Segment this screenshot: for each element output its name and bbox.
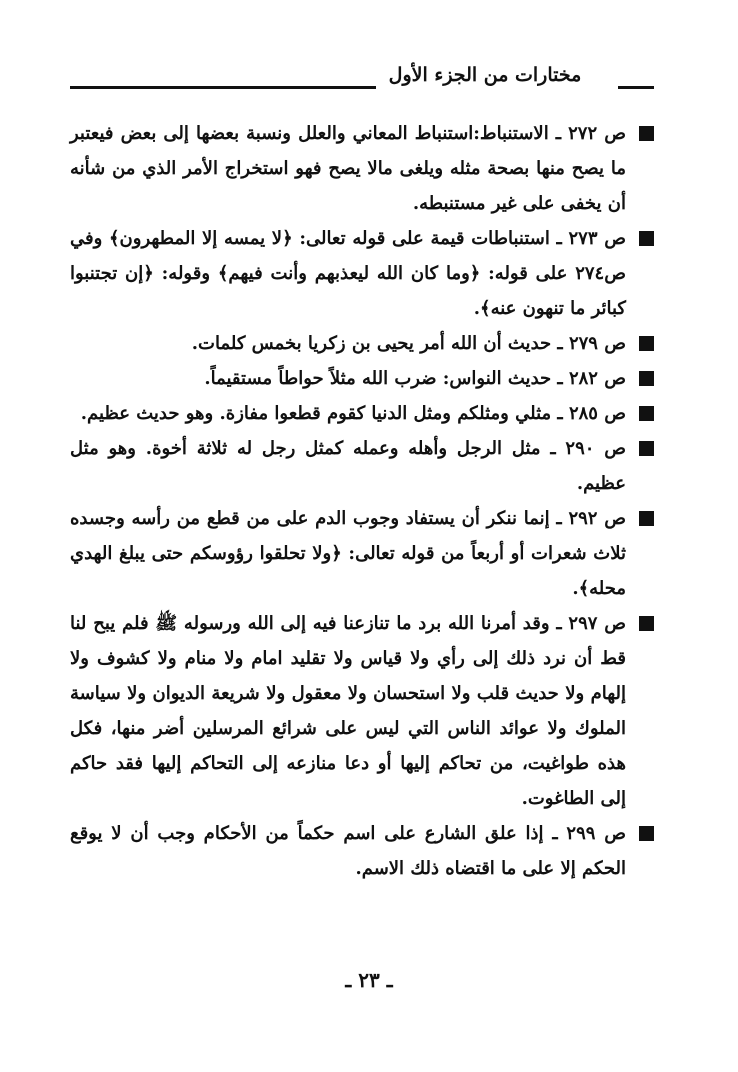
entry-p299: [70, 816, 654, 886]
page-header: [70, 56, 654, 96]
page-body: [70, 116, 654, 886]
square-bullet-icon: [639, 511, 654, 526]
entry-text: ص ٢٧٣ ـ استنباطات قيمة على قوله تعالى: ﴿لا يمسه إلا المطهرون﴾ وفي ص٢٧٤ على قوله: ﴿وما كان الله ليعذبهم وأنت فيهم﴾ وقوله: ﴿إن تجتنبوا كبائر ما تنهون عنه﴾.: [70, 228, 626, 319]
entry-text: ص ٢٩٢ ـ إنما ننكر أن يستفاد وجوب الدم على من قطع من رأسه وجسده ثلاث شعرات أو أربعاً من قوله تعالى: ﴿ولا تحلقوا رؤوسكم حتى يبلغ الهدي محله﴾.: [70, 508, 626, 599]
entry-text: ص ٢٨٥ ـ مثلي ومثلكم ومثل الدنيا كقوم قطعوا مفازة. وهو حديث عظيم.: [80, 403, 626, 424]
square-bullet-icon: [639, 406, 654, 421]
square-bullet-icon: [639, 441, 654, 456]
square-bullet-icon: [639, 231, 654, 246]
entry-text: ص ٢٨٢ ـ حديث النواس: ضرب الله مثلاً حواطاً مستقيماً.: [204, 368, 626, 389]
square-bullet-icon: [639, 826, 654, 841]
entry-text: ص ٢٩٩ ـ إذا علق الشارع على اسم حكماً من الأحكام وجب أن لا يوقع الحكم إلا على ما اقتضاه ذلك الاسم.: [70, 823, 627, 879]
entry-text: ص ٢٧٢ ـ الاستنباط:استنباط المعاني والعلل ونسبة بعضها إلى بعض فيعتبر ما يصح منها بصحة مثله ويلغى مالا يصح فهو استخراج الأمر الذي من شأنه أن يخفى على غير مستنبطه.: [70, 123, 626, 214]
entry-p290: [70, 431, 654, 501]
square-bullet-icon: [639, 616, 654, 631]
entry-text: ص ٢٩٧ ـ وقد أمرنا الله برد ما تنازعنا فيه إلى الله ورسوله ﷺ فلم يبح لنا قط أن نرد ذلك إلى رأي ولا قياس ولا تقليد امام ولا منام ولا كشوف ولا إلهام ولا حديث قلب ولا استحسان ولا معقول ولا شريعة الديوان ولا سياسة الملوك ولا عوائد الناس التي ليس على شرائع المرسلين أضر منها، فكل هذه طواغيت، من تحاكم إليها أو دعا منازعه إلى التحاكم إليها فقد حاكم إلى الطاغوت.: [70, 613, 626, 809]
square-bullet-icon: [639, 371, 654, 386]
entry-text: ص ٢٩٠ ـ مثل الرجل وأهله وعمله كمثل رجل له ثلاثة أخوة. وهو مثل عظيم.: [70, 438, 626, 494]
entry-p297: [70, 606, 654, 816]
entry-p272: [70, 116, 654, 221]
header-rule-left: [70, 86, 376, 89]
entry-p273: [70, 221, 654, 326]
running-title: مختارات من الجزء الأول: [388, 64, 582, 86]
entry-p285: [70, 396, 654, 431]
square-bullet-icon: [639, 336, 654, 351]
entry-text: ص ٢٧٩ ـ حديث أن الله أمر يحيى بن زكريا بخمس كلمات.: [191, 333, 626, 354]
entry-p292: [70, 501, 654, 606]
entry-p279: [70, 326, 654, 361]
header-rule-right: [618, 86, 654, 89]
page-number: ـ ٢٣ ـ: [345, 968, 393, 992]
square-bullet-icon: [639, 126, 654, 141]
entry-p282: [70, 361, 654, 396]
